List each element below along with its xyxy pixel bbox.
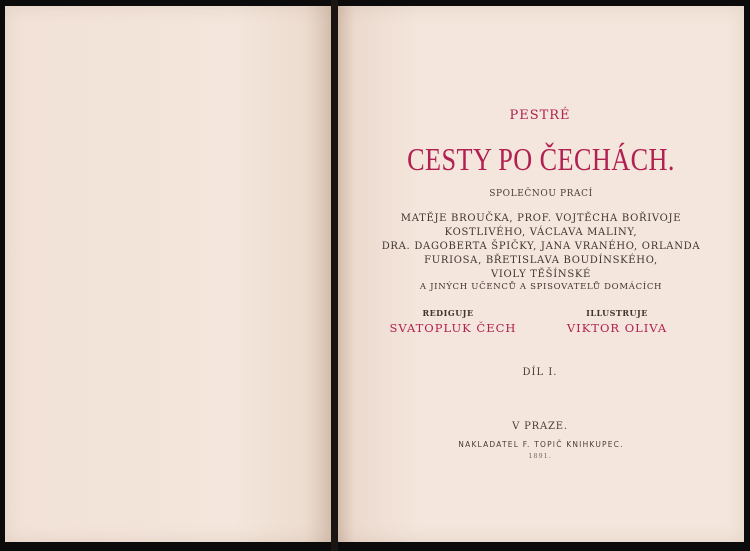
author-line: KOSTLIVÉHO, VÁCLAVA MALINY, [444, 227, 638, 238]
publication-place: V PRAZE. [512, 421, 568, 432]
publisher: NAKLADATEL F. TOPIČ KNIHKUPEC. [458, 440, 624, 449]
author-line: MATĚJE BROUČKA, PROF. VOJTĚCHA BOŘIVOJE [400, 213, 682, 224]
book-gutter [331, 0, 338, 551]
author-line: A JINÝCH UČENCŮ A SPISOVATELŮ DOMÁCÍCH [419, 282, 663, 292]
pre-title: PESTRÉ [509, 108, 571, 123]
author-line: VIOLY TĚŠÍNSKÉ [490, 269, 592, 280]
left-page [5, 6, 331, 542]
volume-label: DÍL I. [522, 367, 558, 378]
illustrator-name: VIKTOR OLIVA [566, 321, 668, 335]
book-title: CESTY PO ČECHÁCH. [407, 141, 675, 177]
editor-label: REDIGUJE [422, 308, 474, 318]
author-line: DRA. DAGOBERTA ŠPIČKY, JANA VRANÉHO, ORLANDA [381, 241, 701, 252]
author-line: FURIOSA, BŘETISLAVA BOUDÍNSKÉHO, [424, 255, 658, 266]
editor-name: SVATOPLUK ČECH [389, 321, 517, 335]
illustrator-label: ILLUSTRUJE [586, 308, 648, 318]
subtitle: SPOLEČNOU PRACÍ [489, 189, 593, 199]
publication-year: 1891. [528, 452, 552, 460]
